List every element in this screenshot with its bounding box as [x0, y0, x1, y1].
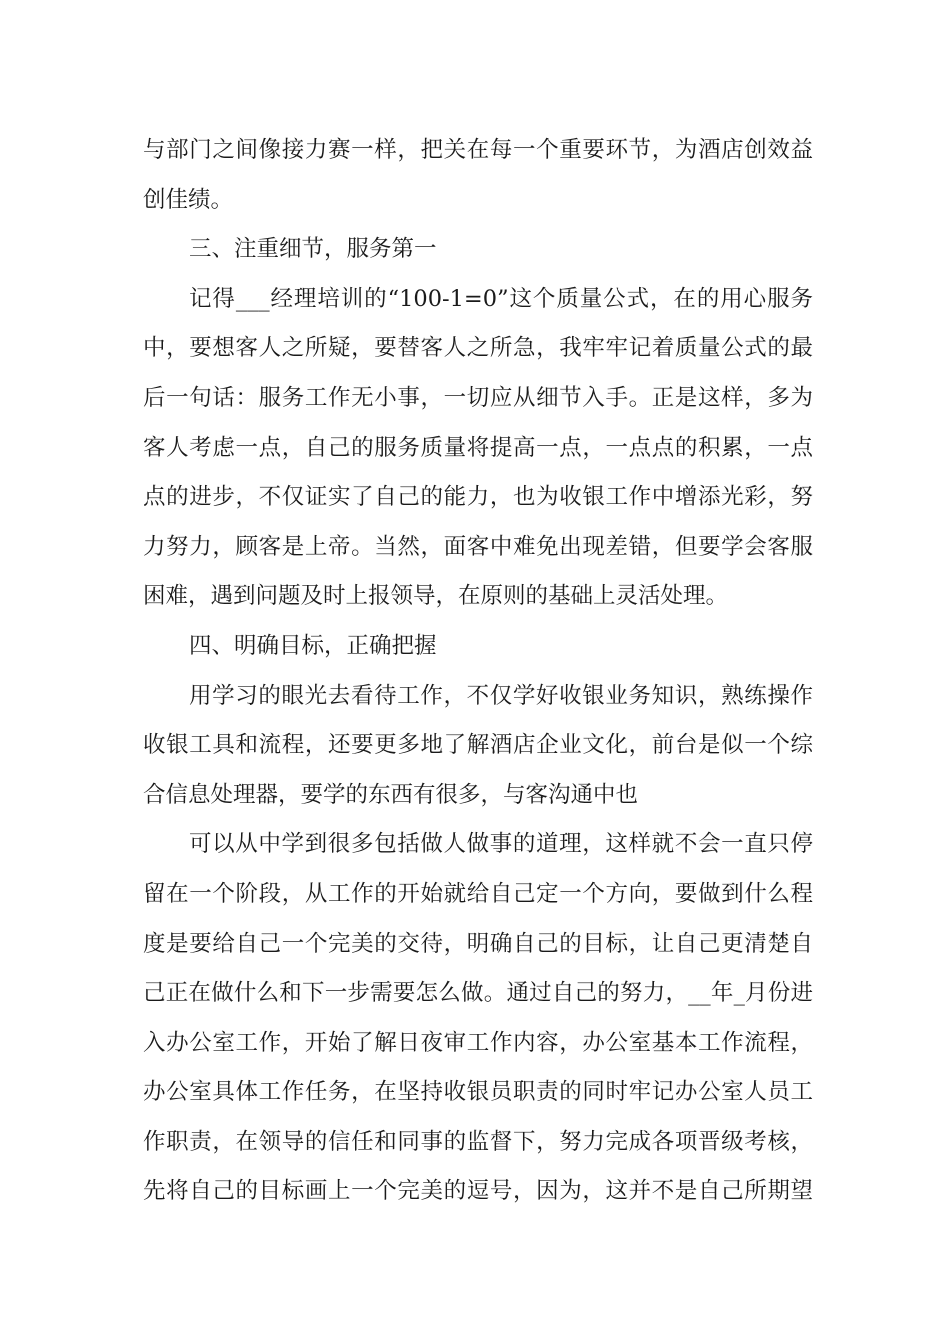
text-line: 创佳绩。	[143, 186, 234, 213]
text-line: 度是要给自己一个完美的交待，明确自己的目标，让自己更清楚自	[143, 930, 813, 957]
text-line: 点的进步，不仅证实了自己的能力，也为收银工作中增添光彩，努	[143, 484, 813, 511]
text-line: 与部门之间像接力赛一样，把关在每一个重要环节，为酒店创效益	[143, 137, 813, 163]
text-line: 力努力，顾客是上帝。当然，面客中难免出现差错，但要学会客服	[143, 533, 813, 560]
text-line: 客人考虑一点，自己的服务质量将提高一点，一点点的积累，一点	[143, 434, 813, 461]
text-line: 中，要想客人之所疑，要替客人之所急，我牢牢记着质量公式的最	[143, 335, 813, 362]
text-line: 困难，遇到问题及时上报领导，在原则的基础上灵活处理。	[143, 583, 729, 610]
text-line: 用学习的眼光去看待工作，不仅学好收银业务知识，熟练操作	[189, 682, 813, 709]
text-line: 先将自己的目标画上一个完美的逗号，因为，这并不是自己所期望	[143, 1178, 813, 1205]
text-line: 记得___经理培训的“100-1=0”这个质量公式，在的用心服务	[189, 285, 813, 312]
text-line: 留在一个阶段，从工作的开始就给自己定一个方向，要做到什么程	[143, 880, 813, 907]
body-text	[143, 126, 813, 1217]
text-line: 合信息处理器，要学的东西有很多，与客沟通中也	[143, 781, 639, 808]
text-line: 入办公室工作，开始了解日夜审工作内容，办公室基本工作流程，	[143, 1029, 813, 1056]
text-line: 三、注重细节，服务第一	[189, 236, 437, 263]
text-line: 己正在做什么和下一步需要怎么做。通过自己的努力，__年_月份进	[143, 980, 813, 1007]
text-line: 后一句话：服务工作无小事，一切应从细节入手。正是这样，多为	[143, 384, 813, 411]
text-line: 作职责，在领导的信任和同事的监督下，努力完成各项晋级考核，	[143, 1128, 813, 1155]
text-line: 收银工具和流程，还要更多地了解酒店企业文化，前台是似一个综	[143, 732, 813, 759]
text-line: 四、明确目标，正确把握	[189, 632, 437, 659]
text-line: 办公室具体工作任务，在坚持收银员职责的同时牢记办公室人员工	[143, 1079, 813, 1106]
text-line: 可以从中学到很多包括做人做事的道理，这样就不会一直只停	[189, 831, 813, 858]
